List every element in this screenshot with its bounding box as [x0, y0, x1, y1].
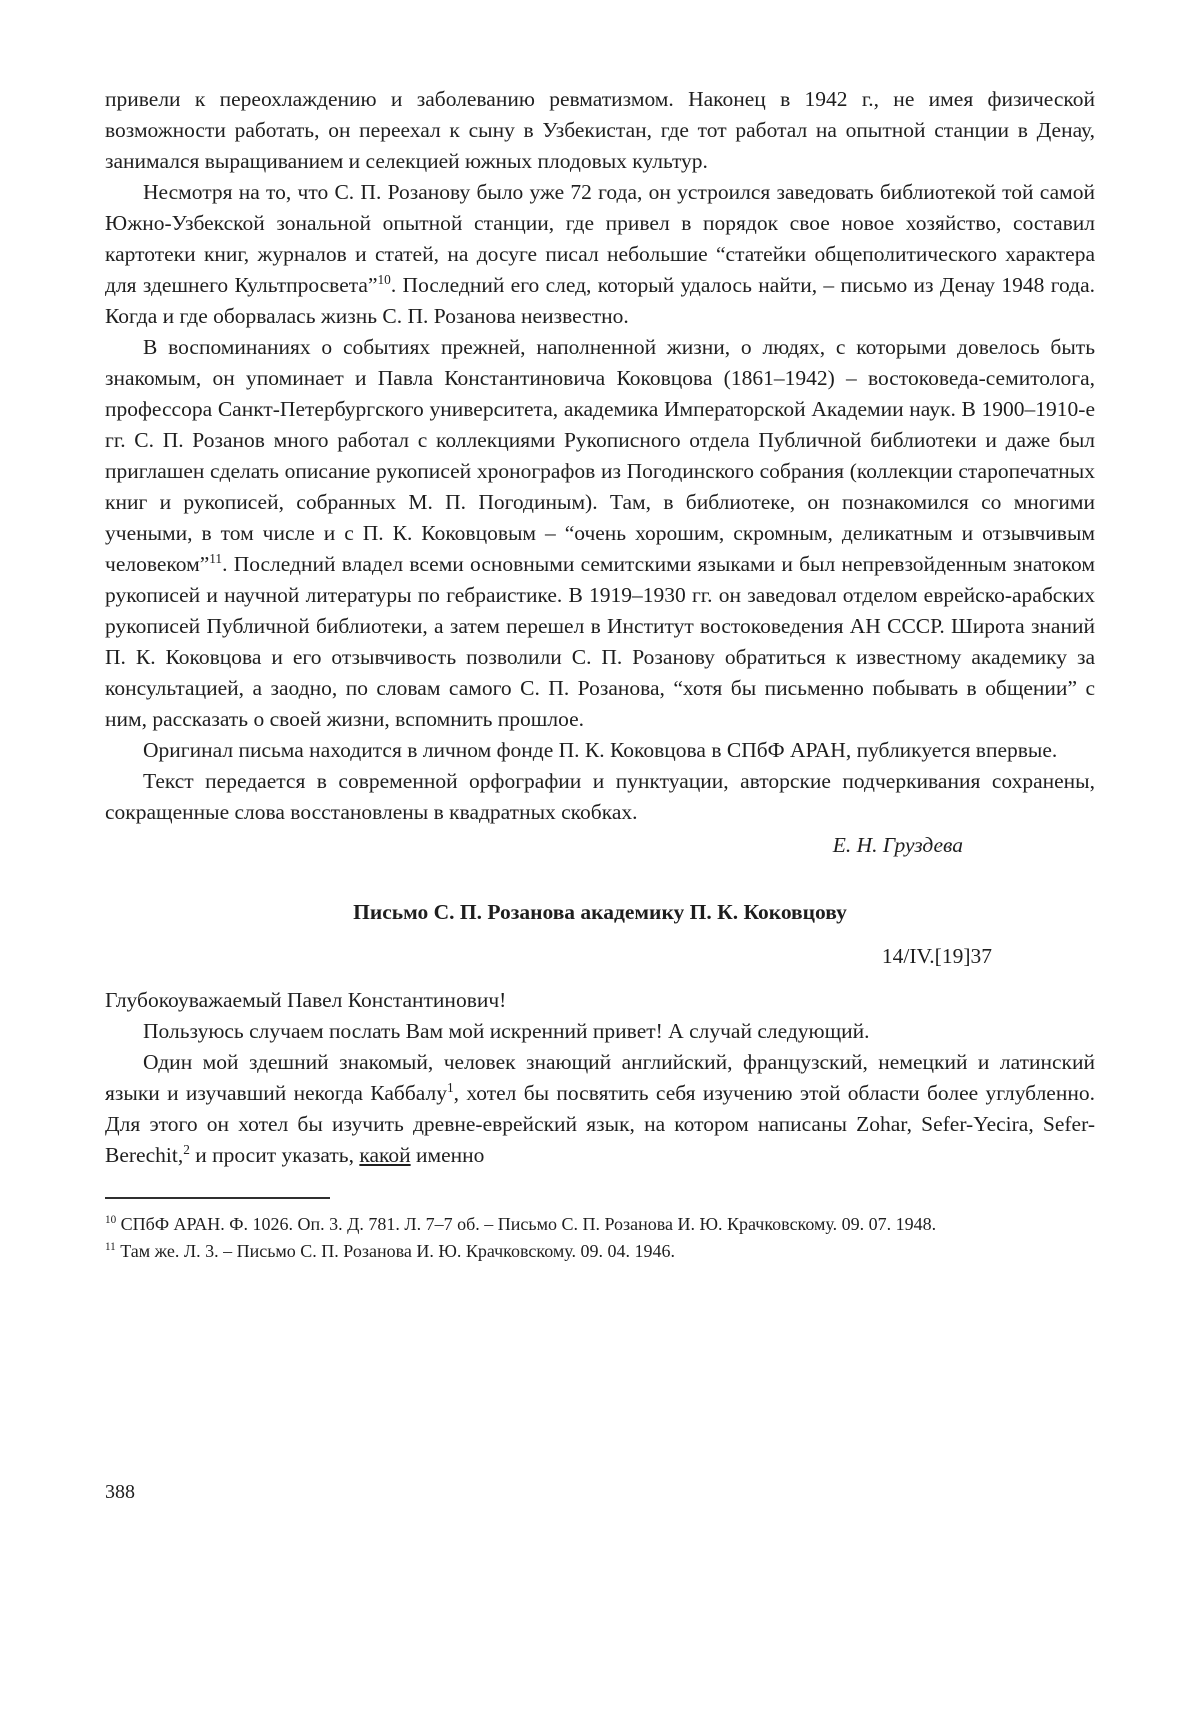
footnote-11 [105, 1238, 1095, 1265]
text-segment: В воспоминаниях о событиях прежней, наполненной жизни, о людях, с которыми довелось быть знакомым, он упоминает и Павла Константиновича Коковцова (1861–1942) – востоковеда-семитолога, профессора Санкт-Петербургского университета, академика Императорской Академии наук. В 1900–1910-е гг. С. П. Розанов много работал с коллекциями Рукописного отдела Публичной библиотеки и даже был приглашен сделать описание рукописей хронографов из Погодинского собрания (коллекции старопечатных книг и рукописей, собранных М. П. Погодиным). Там, в библиотеке, он познакомился со многими учеными, в том числе и с П. К. Коковцовым – “очень хорошим, скромным, деликатным и отзывчивым человеком” [105, 335, 1095, 576]
page-number: 388 [105, 1481, 135, 1503]
text-segment: Несмотря на то, что С. П. Розанову было уже 72 года, он устроился заведовать библиотекой той самой Южно-Узбекской зональной опытной станции, где привел в порядок свое новое хозяйство, составил картотеки книг, журналов и статей, на досуге писал небольшие “статейки общеполитического характера для здешнего Культпросвета” [105, 180, 1095, 297]
footnote-11-marker: 11 [105, 1241, 116, 1253]
letter-salutation: Глубокоуважаемый Павел Константинович! [105, 988, 507, 1012]
footnote-ref-2: 2 [183, 1141, 190, 1157]
footnote-10-marker: 10 [105, 1214, 117, 1226]
text-segment: именно [410, 1143, 485, 1167]
paragraph [105, 177, 1095, 332]
letter-section [105, 897, 1095, 1171]
text-segment: , хотел бы посвятить себя изучению этой области более углубленно. Для этого он хотел бы изучить древне-еврейский язык, на котором написаны Zohar, Sefer-Yecira, Sefer-Berechit, [105, 1081, 1095, 1167]
text-segment: Один мой здешний знакомый, человек знающий английский, французский, немецкий и латинский языки и изучавший некогда Каббалу [105, 1050, 1095, 1105]
footnote-separator [105, 1197, 330, 1199]
footnote-ref-11: 11 [209, 550, 223, 566]
footnote-10 [105, 1211, 1095, 1238]
letter-date: 14/IV.[19]37 [881, 944, 992, 968]
footnote-ref-10: 10 [377, 271, 391, 287]
letter-paragraph [105, 1047, 1095, 1171]
paragraph-continuation: привели к переохлаждению и заболеванию ревматизмом. Наконец в 1942 г., не имея физической возможности работать, он переехал к сыну в Узбекистан, где тот работал на опытной станции в Денау, занимался выращиванием и селекцией южных плодовых культур. [105, 87, 1095, 173]
footnotes-block [105, 1197, 1095, 1265]
letter-heading: Письмо С. П. Розанова академику П. К. Коковцову [353, 900, 847, 924]
paragraph [105, 332, 1095, 735]
footnote-10-text: СПбФ АРАН. Ф. 1026. Оп. 3. Д. 781. Л. 7–7 об. – Письмо С. П. Розанова И. Ю. Крачковскому. 09. 07. 1948. [116, 1214, 937, 1234]
text-segment: . Последний его след, который удалось найти, – письмо из Денау 1948 года. Когда и где оборвалась жизнь С. П. Розанова неизвестно. [105, 273, 1095, 328]
footnote-11-text: Там же. Л. 3. – Письмо С. П. Розанова И. Ю. Крачковскому. 09. 04. 1946. [115, 1241, 675, 1261]
text-segment: . Последний владел всеми основными семитскими языками и был непревзойденным знатоком рукописей и научной литературы по гебраистике. В 1919–1930 гг. он заведовал отделом еврейско-арабских рукописей Публичной библиотеки, а затем перешел в Институт востоковедения АН СССР. Широта знаний П. К. Коковцова и его отзывчивость позволили С. П. Розанову обратиться к известному академику за консультацией, а заодно, по словам самого С. П. Розанова, “хотя бы письменно побывать в общении” с ним, рассказать о своей жизни, вспомнить прошлое. [105, 552, 1095, 731]
letter-paragraph: Пользуюсь случаем послать Вам мой искренний привет! А случай следующий. [143, 1019, 870, 1043]
author-signature: Е. Н. Груздева [832, 833, 963, 857]
paragraph: Текст передается в современной орфографии и пунктуации, авторские подчеркивания сохранены, сокращенные слова восстановлены в квадратных скобках. [105, 769, 1095, 824]
underlined-word: какой [359, 1143, 411, 1167]
text-segment: и просит указать, [189, 1143, 360, 1167]
paragraph: Оригинал письма находится в личном фонде П. К. Коковцова в СПбФ АРАН, публикуется впервые. [143, 738, 1058, 762]
footnote-ref-1: 1 [446, 1079, 454, 1095]
article-body [105, 84, 1095, 861]
